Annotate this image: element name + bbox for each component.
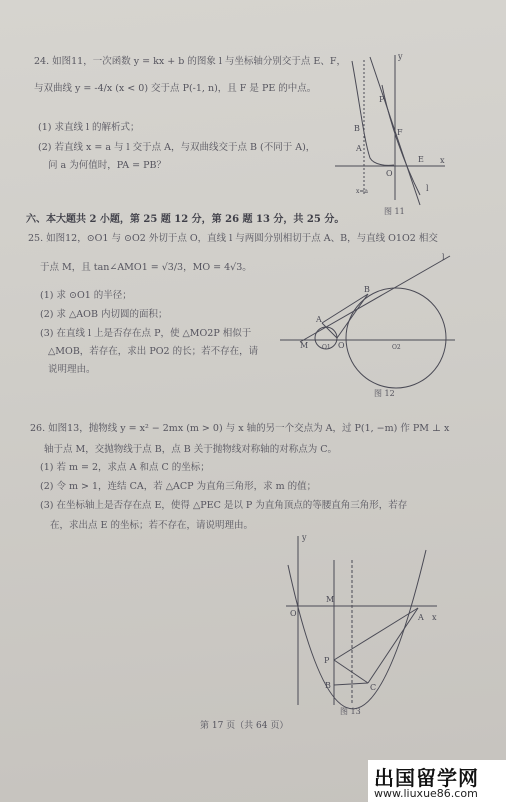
fig13-label-B: B [325, 681, 331, 690]
fig11-label-E: E [418, 155, 424, 164]
q25-part-2: (2) 求 △AOB 内切圆的面积； [40, 309, 168, 320]
q26-part-2: (2) 令 m > 1，连结 CA，若 △ACP 为直角三角形，求 m 的值； [40, 481, 317, 492]
fig13-caption: 图 13 [340, 707, 361, 716]
fig13-label-P: P [324, 656, 330, 665]
fig12-label-O1: O1 [322, 344, 331, 351]
fig12-label-O2: O2 [392, 344, 401, 351]
fig12-caption: 图 12 [374, 389, 395, 398]
q25-line-1: 25. 如图12，⊙O1 与 ⊙O2 外切于点 O，直线 l 与两圆分别相切于点 A、B，与直线 O1O2 相交 [28, 233, 438, 244]
fig11-x-label: x [440, 156, 445, 165]
fig11-label-F: F [397, 128, 403, 137]
q26-part-3: (3) 在坐标轴上是否存在点 E，使得 △PEC 是以 P 为直角顶点的等腰直角三角形，若存 [40, 500, 408, 511]
fig11-label-B: B [354, 124, 360, 133]
watermark [368, 760, 506, 802]
watermark-title: 出国留学网 [374, 766, 479, 790]
fig12-label-O: O [338, 341, 345, 350]
q25-part-1: (1) 求 ⊙O1 的半径； [40, 290, 132, 301]
fig11-y-label: y [398, 52, 403, 61]
q26-part-1: (1) 若 m = 2，求点 A 和点 C 的坐标； [40, 462, 210, 473]
figure-12 [280, 252, 460, 392]
figure-13 [282, 530, 442, 710]
q24-part-2-cont: 问 a 为何值时，PA = PB？ [48, 160, 166, 171]
fig13-x-label: x [432, 613, 437, 622]
q25-line-2: 于点 M，且 tan∠AMO1 = √3/3，MO = 4√3。 [40, 262, 252, 273]
q26-line-2: 轴于点 M，交抛物线于点 B，点 B 关于抛物线对称轴的对称点为 C。 [44, 444, 338, 455]
q24-line-2: 与双曲线 y = -4/x (x < 0) 交于点 P(-1, n)，且 F 是 PE 的中点。 [34, 83, 317, 94]
fig13-label-A: A [418, 613, 424, 622]
fig12-label-M: M [300, 341, 309, 350]
fig11-label-A: A [356, 144, 362, 153]
fig13-label-C: C [370, 683, 377, 692]
fig12-label-B: B [364, 285, 370, 294]
fig12-label-l: l [442, 253, 445, 262]
q25-part-3-end: 说明理由。 [48, 364, 96, 375]
figure-11 [330, 45, 450, 210]
q25-part-3-cont: △MOB，若存在，求出 PO2 的长；若不存在，请 [48, 346, 259, 357]
q26-line-1: 26. 如图13，抛物线 y = x² − 2mx (m > 0) 与 x 轴的另一个交点为 A，过 P(1, −m) 作 PM ⊥ x [30, 423, 450, 434]
q26-part-3-cont: 在，求出点 E 的坐标；若不存在，请说明理由。 [50, 520, 253, 531]
fig13-label-O: O [290, 609, 297, 618]
section-6-heading: 六、本大题共 2 小题，第 25 题 12 分，第 26 题 13 分，共 25 分。 [26, 214, 345, 225]
fig13-y-label: y [302, 533, 307, 542]
fig11-label-O: O [386, 169, 393, 178]
fig12-label-A: A [316, 315, 322, 324]
watermark-url: www.liuxue86.com [374, 787, 478, 800]
q24-part-2: (2) 若直线 x = a 与 l 交于点 A，与双曲线交于点 B (不同于 A)， [38, 142, 316, 153]
fig11-caption: 图 11 [384, 207, 405, 216]
fig11-label-l: l [426, 184, 429, 193]
page-footer: 第 17 页（共 64 页） [200, 721, 289, 731]
q24-part-1: (1) 求直线 l 的解析式； [38, 122, 140, 133]
fig11-label-P: P [379, 95, 385, 104]
fig11-label-xa: x=a [356, 188, 368, 195]
q24-line-1: 24. 如图11，一次函数 y = kx + b 的图象 l 与坐标轴分别交于点 E、F， [34, 56, 346, 67]
fig13-label-M: M [326, 595, 335, 604]
q25-part-3: (3) 在直线 l 上是否存在点 P，使 △MO2P 相似于 [40, 328, 252, 339]
